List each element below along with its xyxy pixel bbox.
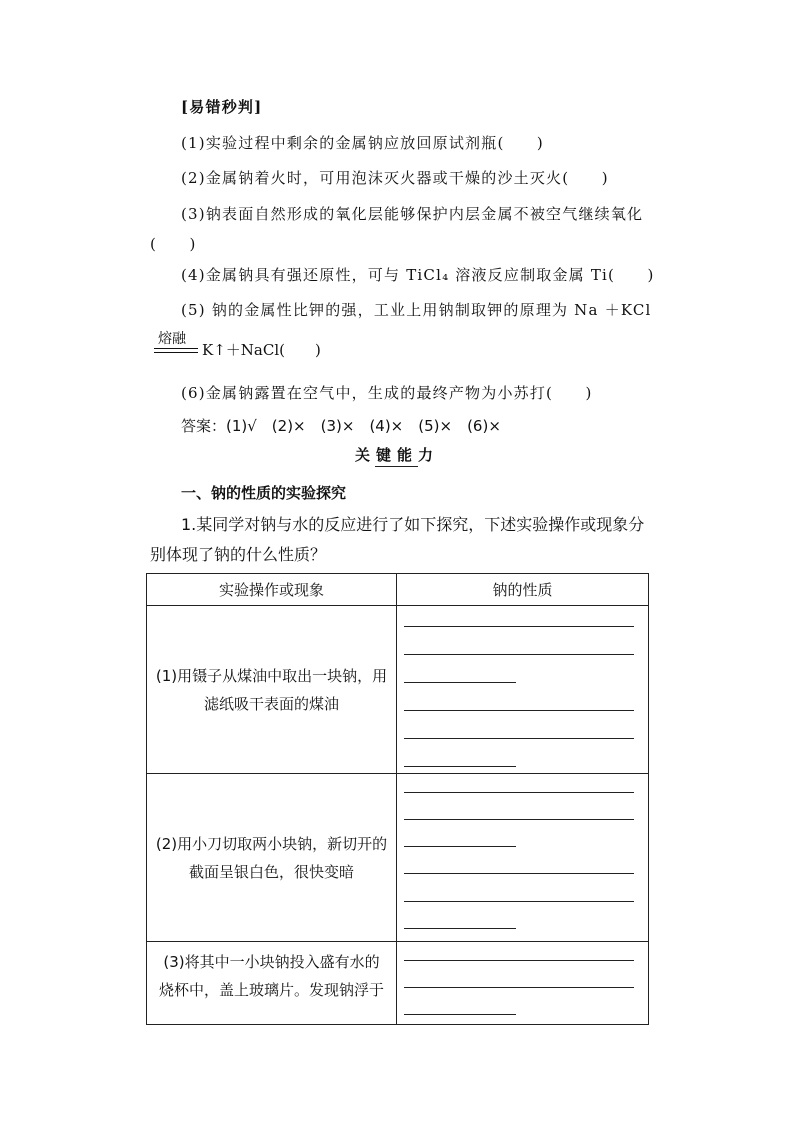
table-row (147, 942, 649, 1025)
answer-blank-line[interactable] (404, 654, 634, 655)
operation-line: (2)用小刀切取两小块钠，新切开的 (155, 834, 388, 853)
property-answer-cell (397, 606, 649, 774)
header-operation: 实验操作或现象 (147, 574, 397, 606)
answer-blank-line[interactable] (404, 682, 516, 683)
operation-line: (1)用镊子从煤油中取出一块钠，用 (155, 666, 388, 685)
section-tag: [易错秒判] (181, 98, 263, 116)
judgment-item-6: (6)金属钠露置在空气中，生成的最终产物为小苏打( ) (181, 384, 593, 402)
property-answer-cell (397, 942, 649, 1025)
judgment-item-5-product: K↑＋NaCl( ) (202, 341, 321, 359)
table-row (147, 606, 649, 774)
operation-line: 烧杯中，盖上玻璃片。发现钠浮于 (158, 981, 384, 999)
answer-blank-line[interactable] (404, 928, 516, 929)
table-header-row (147, 574, 649, 606)
operation-cell (147, 942, 397, 1025)
header-property: 钠的性质 (397, 574, 649, 606)
divider-title: 关键能力 (354, 446, 439, 464)
answer-blank-line[interactable] (404, 987, 634, 988)
properties-table (146, 573, 649, 1025)
operation-line: 滤纸吸干表面的煤油 (203, 694, 339, 713)
judgment-item-1: (1)实验过程中剩余的金属钠应放回原试剂瓶( ) (181, 134, 544, 152)
answer-blank-line[interactable] (404, 819, 634, 820)
reaction-condition: 熔融 (158, 331, 186, 347)
operation-cell (147, 606, 397, 774)
divider-underline (375, 466, 418, 467)
table-row (147, 774, 649, 942)
section-divider (150, 444, 644, 466)
judgment-item-2: (2)金属钠着火时，可用泡沫灭火器或干燥的沙土灭火( ) (181, 169, 609, 187)
answer-blank-line[interactable] (404, 1014, 516, 1015)
section-heading: 一、钠的性质的实验探究 (181, 484, 347, 502)
question-line-1: 1.某同学对钠与水的反应进行了如下探究，下述实验操作或现象分 (181, 515, 645, 534)
answer-blank-line[interactable] (404, 960, 634, 961)
answer-blank-line[interactable] (404, 626, 634, 627)
judgment-item-4: (4)金属钠具有强还原性，可与 TiCl₄ 溶液反应制取金属 Ti( ) (181, 266, 655, 284)
property-answer-cell (397, 774, 649, 942)
judgment-item-5: (5) 钠的金属性比钾的强，工业上用钠制取钾的原理为 Na ＋KCl (181, 301, 652, 319)
answer-blank-line[interactable] (404, 766, 516, 767)
operation-line: 截面呈银白色，很快变暗 (188, 862, 354, 881)
operation-cell (147, 774, 397, 942)
answer-blank-line[interactable] (404, 710, 634, 711)
operation-line: (3)将其中一小块钠投入盛有水的 (163, 953, 380, 971)
reaction-equals-sign (154, 348, 198, 353)
answer-line: 答案：(1)√ (2)× (3)× (4)× (5)× (6)× (181, 417, 501, 435)
judgment-item-3-blank: ( ) (150, 235, 197, 253)
answer-blank-line[interactable] (404, 738, 634, 739)
answer-blank-line[interactable] (404, 792, 634, 793)
answer-blank-line[interactable] (404, 873, 634, 874)
judgment-item-3: (3)钠表面自然形成的氧化层能够保护内层金属不被空气继续氧化 (181, 205, 644, 223)
answer-blank-line[interactable] (404, 901, 634, 902)
answer-blank-line[interactable] (404, 846, 516, 847)
question-line-2: 别体现了钠的什么性质？ (150, 545, 327, 564)
